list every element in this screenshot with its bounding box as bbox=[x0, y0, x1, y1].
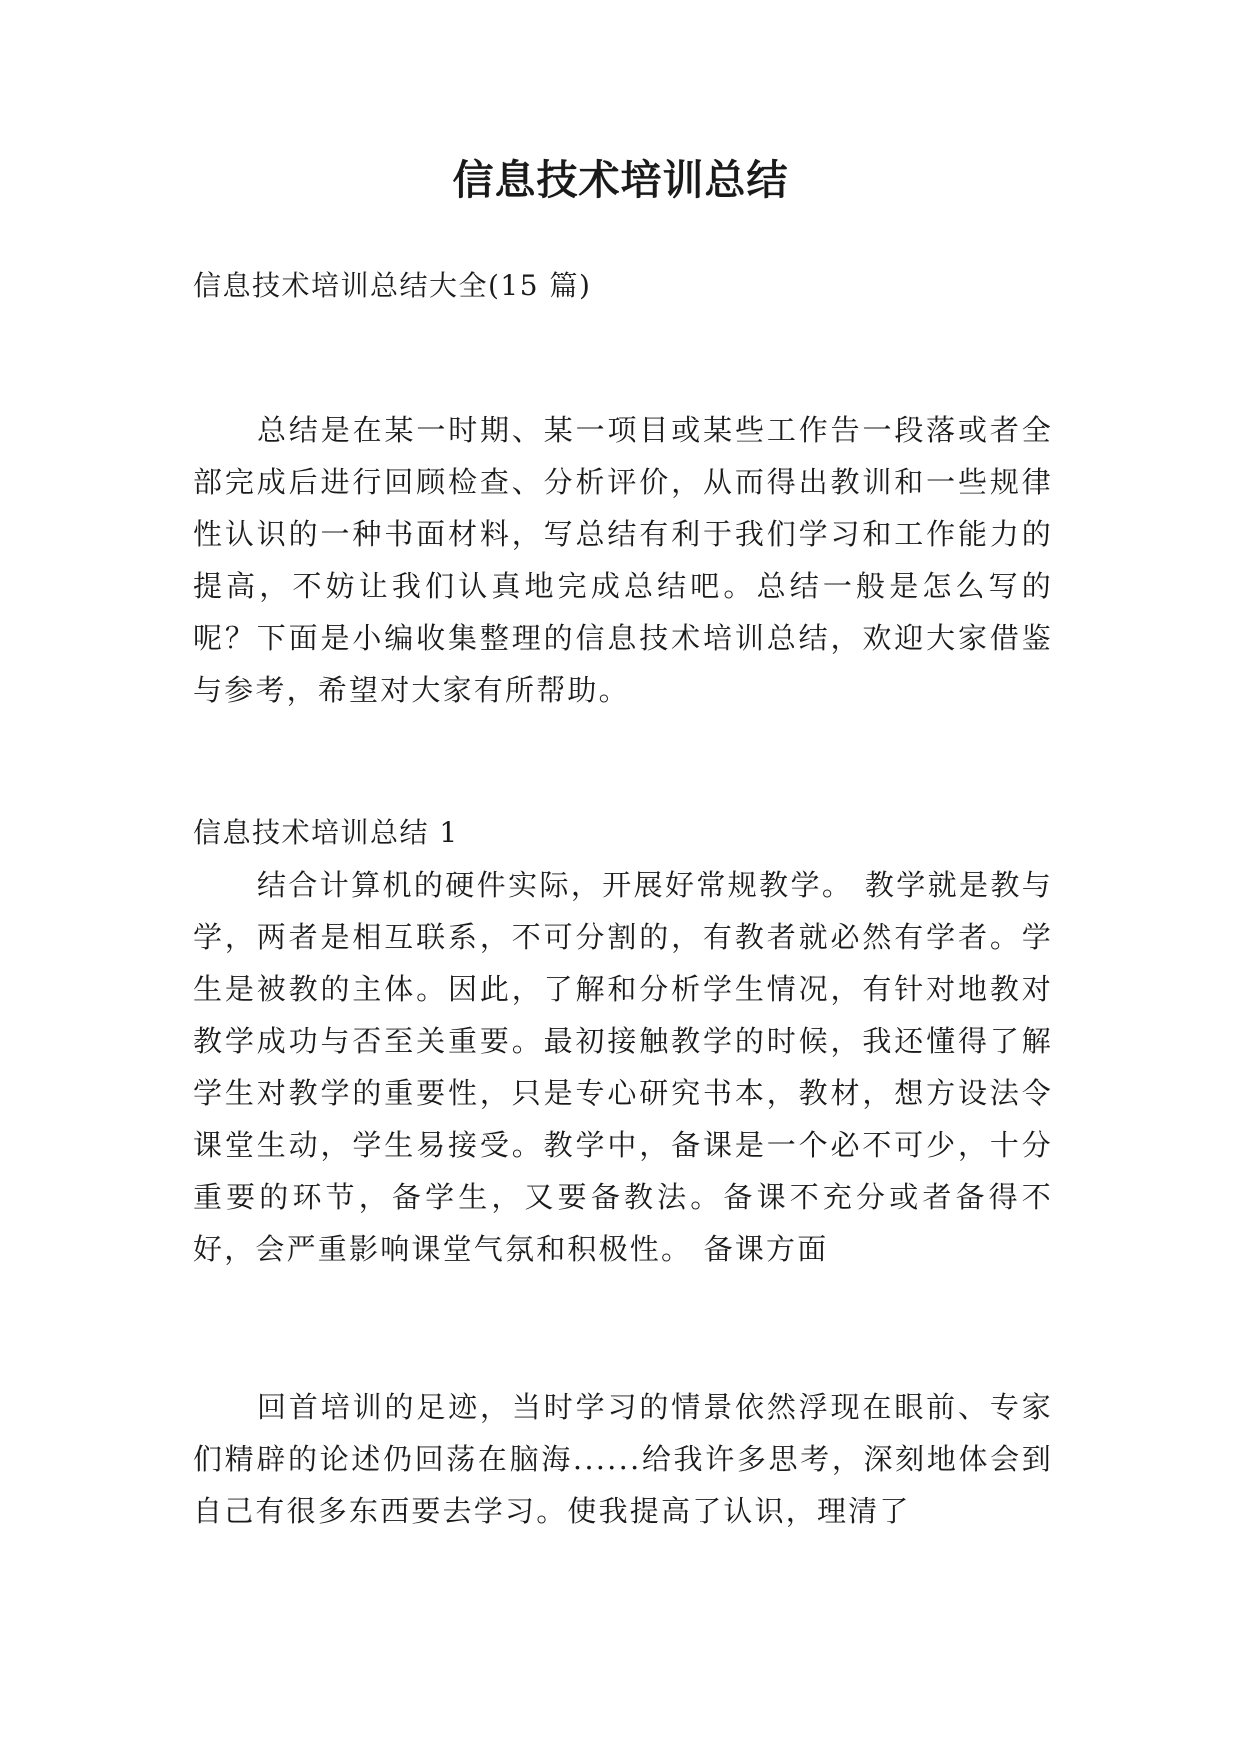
body-paragraph-1: 结合计算机的硬件实际，开展好常规教学。 教学就是教与学，两者是相互联系，不可分割的，有教者就必然有学者。学生是被教的主体。因此，了解和分析学生情况，有针对地教对教学成功与否至关重要。最初接触教学的时候，我还懂得了解学生对教学的重要性，只是专心研究书本，教材，想方设法令课堂生动，学生易接受。教学中，备课是一个必不可少，十分重要的环节，备学生，又要备教法。备课不充分或者备得不好，会严重影响课堂气氛和积极性。 备课方面 bbox=[193, 868, 1053, 1266]
document-title: 信息技术培训总结 bbox=[452, 156, 789, 204]
section-heading: 信息技术培训总结 1 bbox=[193, 816, 459, 849]
document-subtitle: 信息技术培训总结大全(15 篇) bbox=[193, 269, 592, 302]
body-paragraph-2: 回首培训的足迹，当时学习的情景依然浮现在眼前、专家们精辟的论述仍回荡在脑海......给我许多思考，深刻地体会到自己有很多东西要去学习。使我提高了认识，理清了 bbox=[193, 1390, 1053, 1528]
intro-paragraph: 总结是在某一时期、某一项目或某些工作告一段落或者全部完成后进行回顾检查、分析评价，从而得出教训和一些规律性认识的一种书面材料，写总结有利于我们学习和工作能力的提高，不妨让我们认真地完成总结吧。总结一般是怎么写的呢？下面是小编收集整理的信息技术培训总结，欢迎大家借鉴与参考，希望对大家有所帮助。 bbox=[193, 413, 1053, 707]
